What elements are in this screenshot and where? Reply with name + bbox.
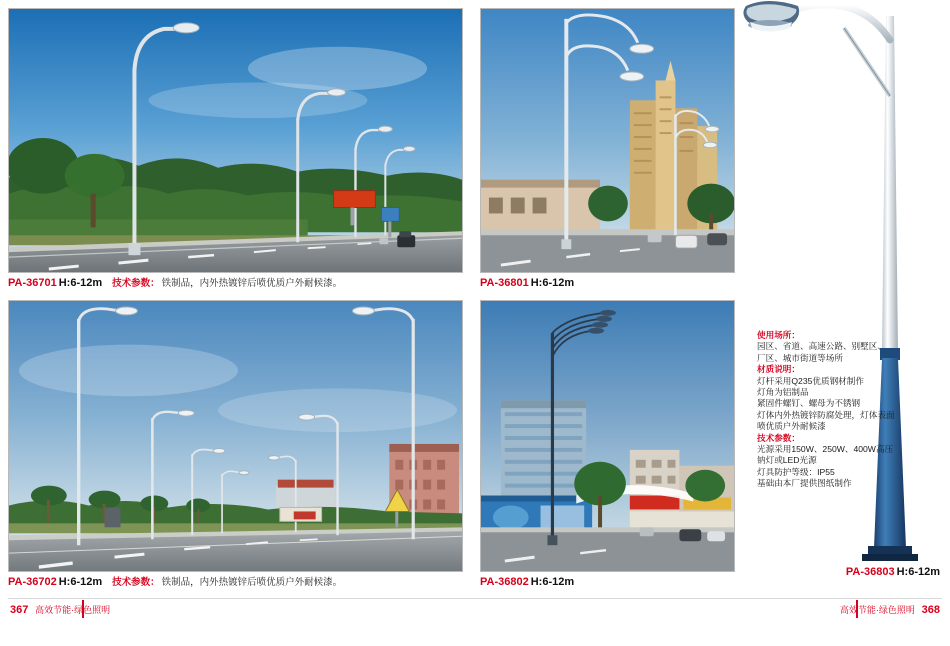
material-line-3: 紧固件螺钉、螺母为不锈钢 [757,398,861,409]
page-number-right: 368 [921,604,940,616]
product-photo-pa-36801 [480,8,735,273]
product-code: PA-36801 [480,277,529,289]
caption-pa-36801 [480,277,574,290]
param-line-2: 钠灯或LED光源 [757,455,817,466]
spec-text: 铁制品，内外热镀锌后喷优质户外耐候漆。 [161,278,343,289]
spec-label: 技术参数： [112,278,160,289]
material-line-2: 灯角为铝制品 [757,387,809,398]
footer-tagline-left: 高效节能·绿色照明 [35,605,111,615]
spec-text: 铁制品，内外热镀锌后喷优质户外耐候漆。 [161,577,343,588]
tech-spec-block [757,330,942,490]
product-photo-pa-36702 [8,300,463,572]
param-line-1: 光源采用150W、250W、400W高压 [757,444,894,455]
param-line-3: 灯具防护等级：IP55 [757,466,835,477]
product-dims: H:6-12m [530,576,575,588]
product-photo-pa-36701 [8,8,463,273]
material-title: 材质说明： [757,364,800,375]
usage-line-1: 园区、省道、高速公路、别墅区、 [757,341,886,352]
usage-title: 使用场所： [757,330,800,340]
product-code: PA-36802 [480,576,529,588]
caption-pa-36701 [8,277,342,290]
product-code: PA-36702 [8,576,57,588]
material-line-5: 喷优质户外耐候漆 [757,421,826,432]
material-line-1: 灯杆采用Q235优质钢材制作 [757,375,864,386]
product-photo-pa-36802 [480,300,735,572]
product-dims: H:6-12m [58,576,103,588]
page-number-left: 367 [10,604,29,616]
product-dims: H:6-12m [896,566,940,578]
footer-left [10,603,114,616]
param-title: 技术参数： [757,432,800,443]
caption-pa-36803 [846,566,940,579]
footer-divider [8,598,942,599]
product-dims: H:6-12m [58,277,103,289]
param-line-4: 基础由本厂提供图纸制作 [757,478,852,489]
product-code: PA-36803 [845,566,895,578]
usage-line-2: 厂区、城市街道等场所 [757,352,843,363]
caption-pa-36702 [8,576,342,589]
product-dims: H:6-12m [530,277,575,289]
product-code: PA-36701 [8,277,57,289]
caption-pa-36802 [480,576,574,589]
footer-right [836,603,940,616]
spec-label: 技术参数： [112,577,160,588]
material-line-4: 灯体内外热镀锌防腐处理，灯体表面 [757,409,895,420]
footer-tagline-right: 高效节能·绿色照明 [839,605,915,615]
